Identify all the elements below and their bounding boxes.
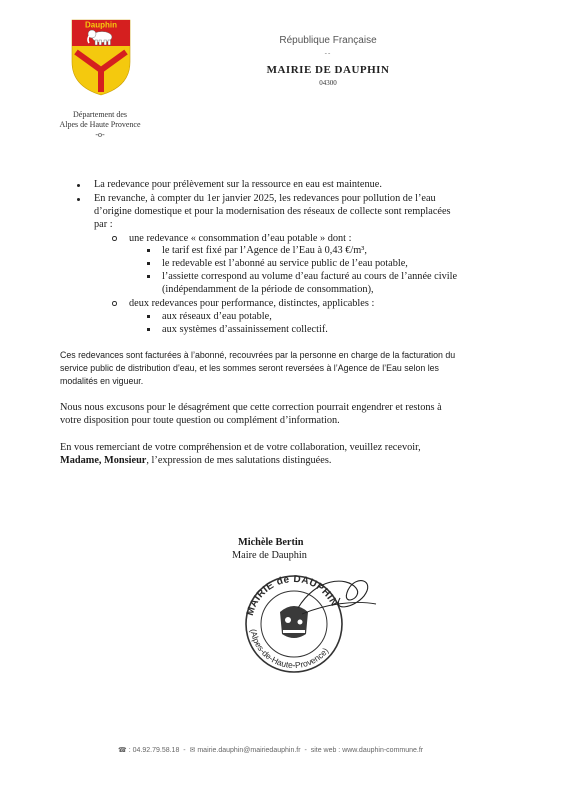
phone-icon: ☎ <box>118 747 127 754</box>
para-3-line-1: En vous remerciant de votre compréhension et de votre collaboration, veuillez recevoir, <box>60 442 421 453</box>
square-bullet <box>147 262 150 265</box>
sub-item-1-detail-1: le tarif est fixé par l’Agence de l’Eau à 0,43 €/m³, <box>162 245 367 256</box>
square-bullet <box>147 275 150 278</box>
square-bullet <box>147 249 150 252</box>
department-line-1: Département des <box>73 110 127 119</box>
para-1-line-2: service public de distribution d’eau, et les sommes seront reversées à l’Agence de l’Eau selon les <box>60 363 439 373</box>
sub-item-2: deux redevances pour performance, distinctes, applicables : <box>129 298 375 309</box>
para-3-line-2 <box>60 454 331 467</box>
email-icon: ✉ <box>189 747 196 754</box>
bullet-dot <box>77 198 80 201</box>
department-block <box>40 110 160 140</box>
sub-item-1: une redevance « consommation d’eau potable » dont : <box>129 233 352 244</box>
sub-bullet-circle <box>112 236 117 241</box>
para-1-line-3: modalités en vigueur. <box>60 376 144 386</box>
signatory-name: Michèle Bertin <box>238 537 304 548</box>
salutation-bold: Madame, Monsieur <box>60 455 147 466</box>
footer-separator: - <box>183 747 186 754</box>
bullet-2-line-2: d’origine domestique et pour la modernisation des réseaux de collecte sont remplacées <box>94 206 451 217</box>
footer-phone: : 04.92.79.58.18 <box>128 747 180 754</box>
stamp-bottom-text: (Alpes-de-Haute-Provence) <box>248 628 331 671</box>
bullet-2-line-3: par : <box>94 219 113 230</box>
header-separator: -- <box>324 49 332 57</box>
sub-item-1-detail-3-cont: (indépendamment de la période de consommation), <box>162 284 374 295</box>
footer-website[interactable]: site web : www.dauphin-commune.fr <box>310 747 424 754</box>
dauphin-coat-of-arms <box>70 18 132 96</box>
bullet-1: La redevance pour prélèvement sur la ressource en eau est maintenue. <box>94 179 382 190</box>
square-bullet <box>147 315 150 318</box>
para-2-line-1: Nous nous excusons pour le désagrément que cette correction pourrait engendrer et restons à <box>60 402 442 413</box>
square-bullet <box>147 328 150 331</box>
sub-item-2-detail-2: aux systèmes d’assainissement collectif. <box>162 324 328 335</box>
sub-item-1-detail-3: l’assiette correspond au volume d’eau facturé au cours de l’année civile <box>162 271 458 282</box>
para-2-line-2: votre disposition pour toute question ou complément d’information. <box>60 415 340 426</box>
para-1-line-1: Ces redevances sont facturées à l’abonné, recouvrées par la personne en charge de la facturation du <box>60 350 456 360</box>
mairie-stamp <box>236 568 386 678</box>
republic-label: République Française <box>279 35 377 46</box>
footer-email[interactable]: mairie.dauphin@mairiedauphin.fr <box>197 747 301 754</box>
bullet-dot <box>77 184 80 187</box>
sub-bullet-circle <box>112 301 117 306</box>
crest-banner-text: Dauphin <box>85 20 117 30</box>
postcode: 04300 <box>319 79 337 87</box>
stamp-top-text: MAIRIE de DAUPHIN <box>244 573 340 617</box>
mairie-title: MAIRIE DE DAUPHIN <box>266 64 390 76</box>
salutation-rest: , l’expression de mes salutations distinguées. <box>146 455 332 466</box>
sub-item-1-detail-2: le redevable est l’abonné au service public de l’eau potable, <box>162 258 408 269</box>
signatory-title: Maire de Dauphin <box>232 550 307 561</box>
footer <box>118 746 423 754</box>
department-line-3: -o- <box>95 130 105 139</box>
footer-separator: - <box>304 747 307 754</box>
bullet-2-line-1: En revanche, à compter du 1er janvier 2025, les redevances pour pollution de l’eau <box>94 193 436 204</box>
sub-item-2-detail-1: aux réseaux d’eau potable, <box>162 311 272 322</box>
department-line-2: Alpes de Haute Provence <box>59 120 141 129</box>
